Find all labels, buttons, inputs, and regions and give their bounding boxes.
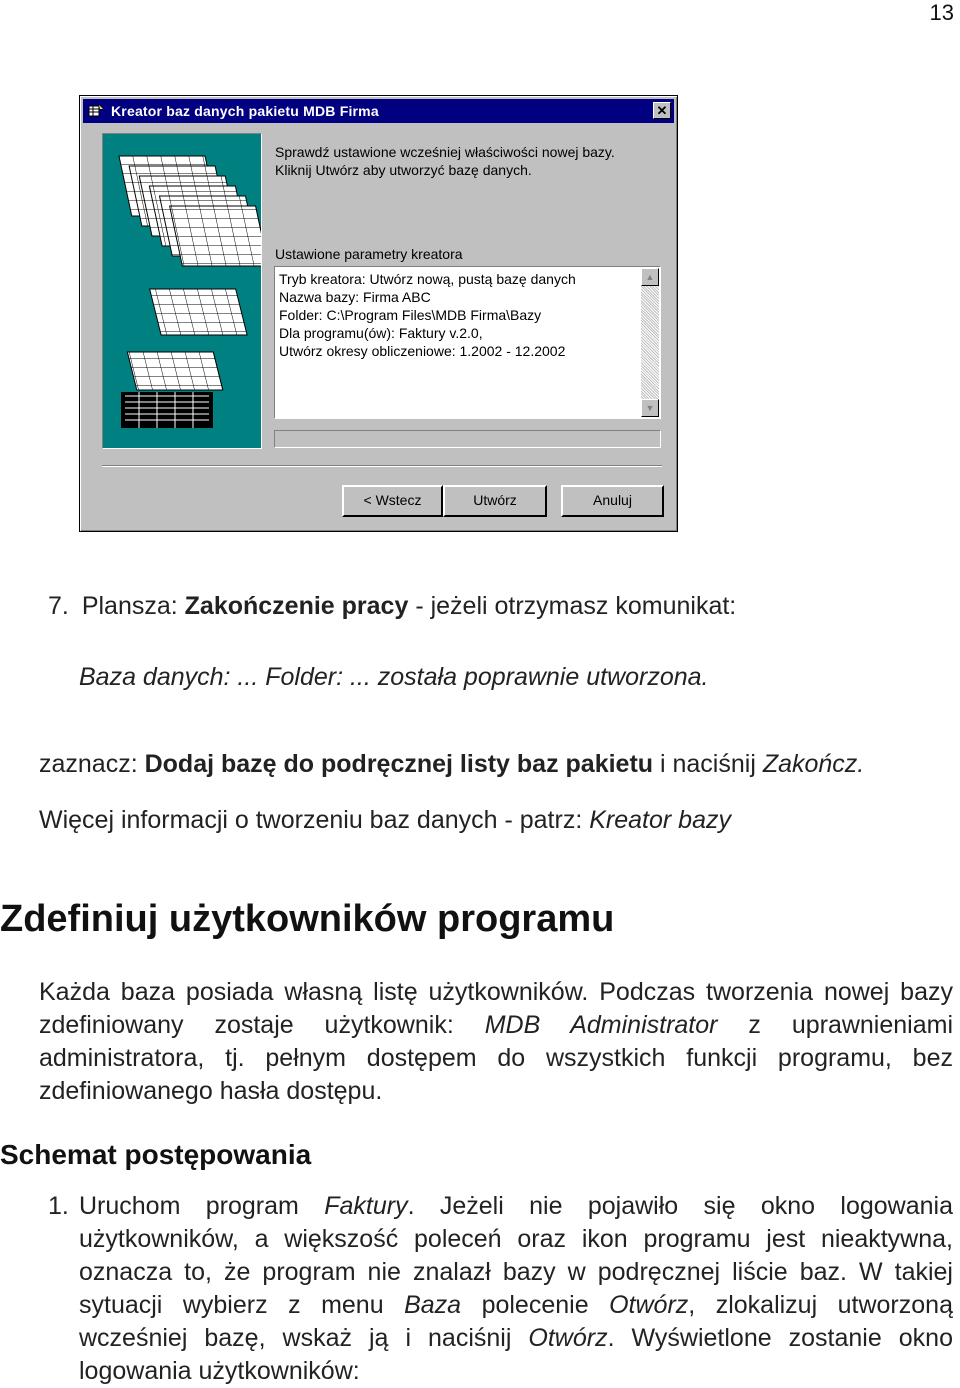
- step-1-text: Uruchom program: [79, 1192, 325, 1220]
- check-line-bold: Dodaj bazę do podręcznej listy baz pakietu: [144, 750, 654, 778]
- step-1-italic: Otwórz: [528, 1324, 608, 1352]
- params-scrollbar[interactable]: [641, 268, 659, 417]
- step-1-text: . Wyświetlone zostanie okno logowania użytkowników:: [79, 1324, 953, 1385]
- message-text: Baza danych: ... Folder: ... została poprawnie utworzona.: [79, 663, 709, 691]
- scroll-up-button[interactable]: [641, 268, 659, 286]
- more-info: [39, 804, 731, 837]
- param-line: Tryb kreatora: Utwórz nową, pustą bazę danych: [279, 271, 576, 287]
- step-1-text: . Jeżeli nie pojawiło się okno logowania użytkowników, a większość poleceń oraz ikon programu jest nieaktywna, oznacza to, że program nie znalazł bazy w podręcznej liście baz. W takiej sytuacji wybierz z menu: [79, 1192, 953, 1319]
- database-wizard-icon: [88, 103, 104, 119]
- section-heading: Zdefiniuj użytkowników programu: [0, 898, 615, 940]
- step-1-italic: Baza: [404, 1291, 462, 1319]
- param-line: Folder: C:\Program Files\MDB Firma\Bazy: [279, 307, 542, 323]
- step-7-bold: Zakończenie pracy: [184, 592, 409, 620]
- paragraph-italic: MDB Administrator: [484, 1011, 718, 1039]
- dialog-titlebar[interactable]: [83, 99, 674, 123]
- cancel-button[interactable]: Anuluj: [561, 485, 664, 517]
- params-listbox[interactable]: [274, 266, 661, 419]
- dialog-title: Kreator baz danych pakietu MDB Firma: [111, 103, 379, 119]
- step-7-prefix: Plansza:: [81, 592, 185, 620]
- triangle-up-icon: ▲: [645, 272, 655, 282]
- param-line: Nazwa bazy: Firma ABC: [279, 289, 431, 305]
- step-1-italic: Otwórz: [609, 1291, 689, 1319]
- wizard-illustration: [102, 133, 262, 449]
- list-number: 1.: [48, 1192, 69, 1220]
- close-button[interactable]: [653, 102, 671, 119]
- database-tables-illustration: [103, 134, 262, 449]
- step-1-text: polecenie: [461, 1291, 610, 1319]
- more-info-prefix: Więcej informacji o tworzeniu baz danych - patrz:: [39, 806, 590, 834]
- list-number: 7.: [48, 592, 69, 620]
- subsection-heading: Schemat postępowania: [0, 1139, 312, 1170]
- progress-bar: [274, 430, 661, 448]
- create-button[interactable]: Utwórz: [443, 485, 547, 517]
- check-line-prefix: zaznacz:: [39, 750, 145, 778]
- check-line: [39, 748, 864, 781]
- step-1-italic: Faktury: [324, 1192, 408, 1220]
- back-button[interactable]: < Wstecz: [342, 485, 443, 517]
- check-line-italic: Zakończ.: [762, 750, 865, 778]
- close-icon: ✕: [656, 103, 668, 118]
- page-number: 13: [929, 0, 954, 25]
- intro-paragraph: [39, 976, 953, 1108]
- param-line: Dla programu(ów): Faktury v.2.0,: [279, 325, 483, 341]
- instruction-line: Kliknij Utwórz aby utworzyć bazę danych.: [275, 162, 532, 178]
- triangle-down-icon: ▼: [645, 403, 655, 413]
- scroll-down-button[interactable]: [641, 399, 659, 417]
- paragraph-part-2: z uprawnieniami administratora, tj. pełnym dostępem do wszystkich funkcji programu, bez zdefiniowanego hasła dostępu.: [39, 1011, 954, 1105]
- step-1-text: , zlokalizuj utworzoną wcześniej bazę, wskaż ją i naciśnij: [79, 1291, 953, 1352]
- step-7: [48, 590, 736, 623]
- params-label: Ustawione parametry kreatora: [275, 246, 463, 262]
- wizard-instructions: [275, 143, 615, 179]
- check-line-mid: i naciśnij: [653, 750, 763, 778]
- step-1: [79, 1190, 953, 1388]
- wizard-dialog: [79, 95, 678, 532]
- dialog-separator: [102, 465, 662, 467]
- paragraph-part-1: Każda baza posiada własną listę użytkowników. Podczas tworzenia nowej bazy zdefiniowany zostaje użytkownik:: [39, 978, 953, 1039]
- more-info-link: Kreator bazy: [589, 806, 731, 834]
- step-7-suffix: - jeżeli otrzymasz komunikat:: [408, 592, 737, 620]
- param-line: Utwórz okresy obliczeniowe: 1.2002 - 12.2002: [279, 343, 566, 359]
- instruction-line: Sprawdź ustawione wcześniej właściwości nowej bazy.: [275, 144, 615, 160]
